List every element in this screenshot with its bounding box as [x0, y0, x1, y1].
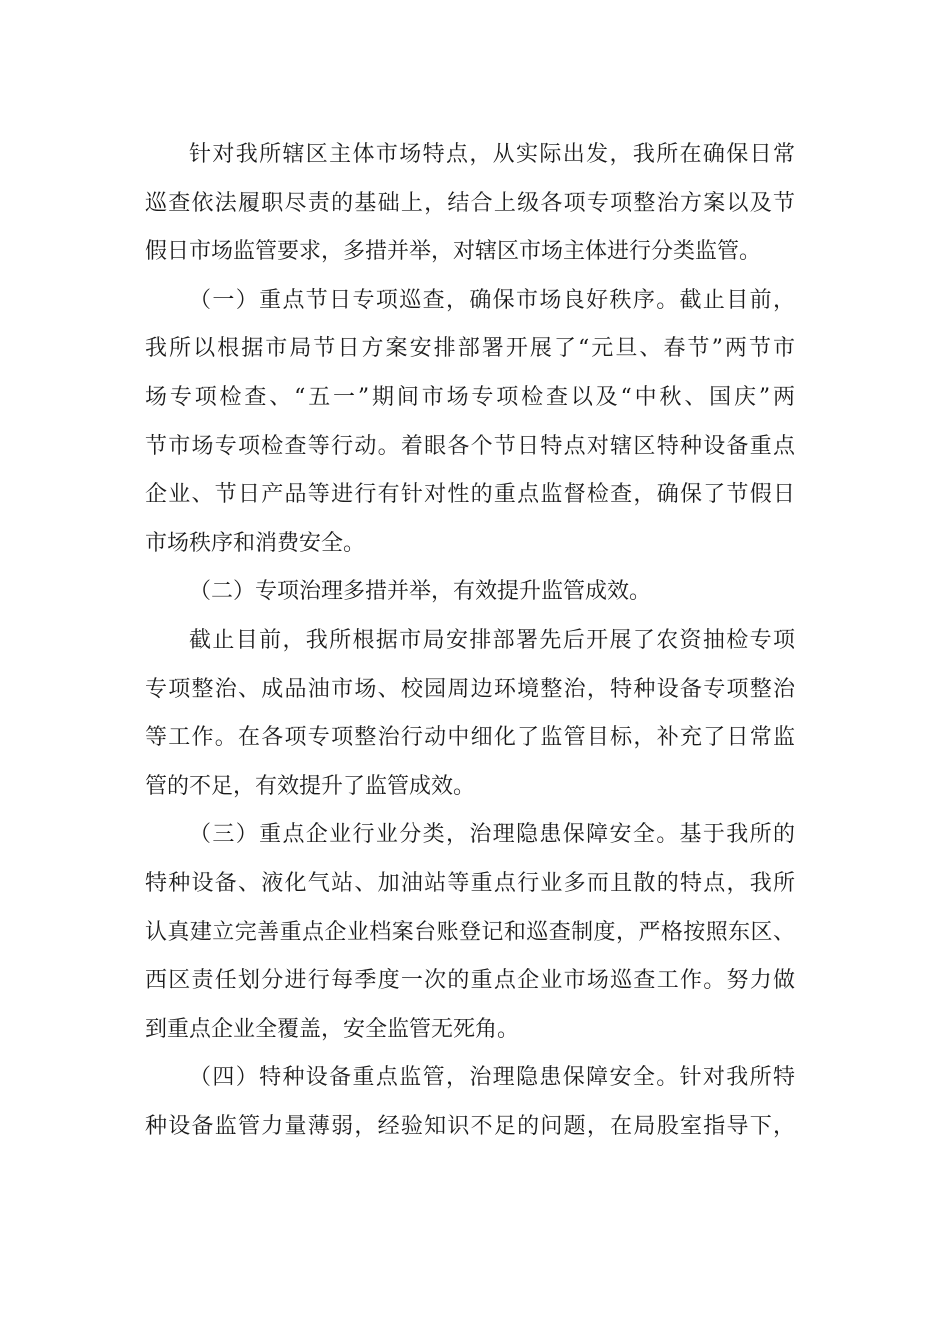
paragraph-line: 专项整治、成品油市场、校园周边环境整治，特种设备专项整治	[145, 676, 795, 702]
paragraph-line: （一）重点节日专项巡查，确保市场良好秩序。截止目前，	[189, 287, 795, 313]
paragraph-line: 认真建立完善重点企业档案台账登记和巡查制度，严格按照东区、	[145, 919, 795, 945]
paragraph-5	[145, 811, 795, 1054]
paragraph-line: 到重点企业全覆盖，安全监管无死角。	[145, 1016, 520, 1042]
paragraph-3	[145, 568, 795, 617]
paragraph-line: 种设备监管力量薄弱，经验知识不足的问题，在局股室指导下，	[145, 1113, 795, 1139]
paragraph-line: 节市场专项检查等行动。着眼各个节日特点对辖区特种设备重点	[145, 433, 795, 459]
paragraph-4	[145, 617, 795, 811]
paragraph-line: 我所以根据市局节日方案安排部署开展了“元旦、春节”两节市	[145, 336, 795, 362]
paragraph-line: 管的不足，有效提升了监管成效。	[145, 773, 476, 799]
paragraph-line: 等工作。在各项专项整治行动中细化了监管目标，补充了日常监	[145, 725, 795, 751]
paragraph-6	[145, 1054, 795, 1151]
paragraph-line: 假日市场监管要求，多措并举，对辖区市场主体进行分类监管。	[145, 239, 762, 265]
paragraph-line: 巡查依法履职尽责的基础上，结合上级各项专项整治方案以及节	[145, 190, 795, 216]
paragraph-line: 西区责任划分进行每季度一次的重点企业市场巡查工作。努力做	[145, 968, 795, 994]
paragraph-line: 市场秩序和消费安全。	[145, 530, 366, 556]
paragraph-line: （二）专项治理多措并举，有效提升监管成效。	[189, 579, 652, 605]
paragraph-line: （三）重点企业行业分类，治理隐患保障安全。基于我所的	[189, 822, 795, 848]
document-body	[145, 131, 795, 1151]
paragraph-line: 企业、节日产品等进行有针对性的重点监督检查，确保了节假日	[145, 482, 795, 508]
paragraph-line: 特种设备、液化气站、加油站等重点行业多而且散的特点，我所	[145, 870, 795, 896]
paragraph-line: （四）特种设备重点监管，治理隐患保障安全。针对我所特	[189, 1065, 795, 1091]
paragraph-line: 针对我所辖区主体市场特点，从实际出发，我所在确保日常	[189, 142, 795, 167]
paragraph-line: 截止目前，我所根据市局安排部署先后开展了农资抽检专项	[189, 627, 795, 653]
paragraph-1	[145, 131, 795, 277]
paragraph-2	[145, 277, 795, 569]
paragraph-line: 场专项检查、“五一”期间市场专项检查以及“中秋、国庆”两	[145, 384, 795, 410]
